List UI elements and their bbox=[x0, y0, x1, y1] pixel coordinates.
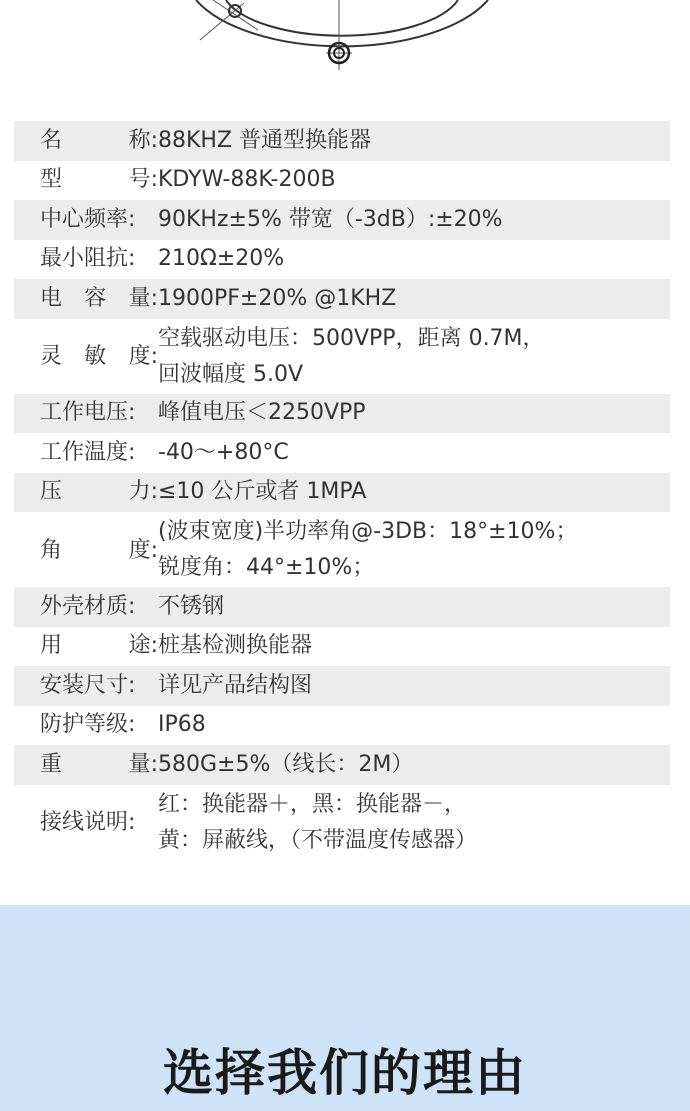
spec-value-line: 88KHZ 普通型换能器 bbox=[158, 127, 372, 153]
spec-label bbox=[40, 805, 158, 841]
spec-row bbox=[14, 627, 670, 667]
spec-label-part: 重 bbox=[40, 751, 63, 777]
spec-label bbox=[40, 668, 158, 704]
spec-label-part: 灵 bbox=[40, 344, 63, 369]
spec-value-line: KDYW-88K-200B bbox=[158, 167, 336, 193]
spec-value-line: 空载驱动电压：500VPP，距离 0.7M， bbox=[158, 325, 545, 351]
spec-label-part: 度: bbox=[128, 537, 158, 563]
spec-label bbox=[40, 474, 158, 510]
spec-label-part: 工作温度: bbox=[40, 439, 136, 465]
spec-label-part: 力: bbox=[128, 479, 158, 505]
spec-label-part: 外壳材质: bbox=[40, 593, 136, 619]
spec-row bbox=[14, 200, 670, 240]
spec-label bbox=[40, 281, 158, 317]
spec-value bbox=[158, 668, 670, 704]
spec-value bbox=[158, 202, 670, 238]
spec-value bbox=[158, 787, 670, 859]
spec-row bbox=[14, 121, 670, 161]
spec-row bbox=[14, 433, 670, 473]
spec-label-part: 电 bbox=[40, 285, 63, 311]
spec-label bbox=[40, 123, 158, 159]
spec-value-line: IP68 bbox=[158, 712, 206, 738]
spec-label bbox=[40, 707, 158, 743]
spec-value bbox=[158, 474, 670, 510]
spec-value-line: 210Ω±20% bbox=[158, 246, 285, 272]
spec-label-part: 途: bbox=[128, 633, 158, 659]
spec-value-line: ≤10 公斤或者 1MPA bbox=[158, 479, 367, 505]
spec-value bbox=[158, 395, 670, 431]
spec-label-part: 敏 bbox=[84, 344, 107, 369]
spec-row bbox=[14, 587, 670, 627]
spec-value bbox=[158, 321, 670, 393]
spec-label-part: 最小阻抗: bbox=[40, 246, 136, 272]
transducer-structure-drawing bbox=[0, 0, 690, 100]
spec-label-part: 容 bbox=[84, 285, 107, 311]
reasons-banner bbox=[0, 905, 690, 1111]
spec-row bbox=[14, 512, 670, 587]
spec-label-part: 名 bbox=[40, 127, 63, 153]
spec-label-part: 接线说明: bbox=[40, 810, 136, 835]
spec-value bbox=[158, 707, 670, 743]
spec-table bbox=[14, 121, 670, 860]
spec-label-part: 防护等级: bbox=[40, 712, 136, 738]
spec-value bbox=[158, 747, 670, 783]
spec-row bbox=[14, 706, 670, 746]
spec-value bbox=[158, 514, 670, 586]
spec-label bbox=[40, 589, 158, 625]
spec-value bbox=[158, 241, 670, 277]
spec-value bbox=[158, 435, 670, 471]
spec-value-line: (波束宽度)半功率角@-3DB：18°±10%； bbox=[158, 519, 578, 544]
spec-value-line: 回波幅度 5.0V bbox=[158, 361, 304, 387]
spec-value-line: 不锈钢 bbox=[158, 593, 225, 619]
spec-label bbox=[40, 339, 158, 375]
spec-value-line: 90KHz±5% 带宽（-3dB）:±20% bbox=[158, 206, 503, 232]
spec-row bbox=[14, 279, 670, 319]
spec-label-part: 用 bbox=[40, 633, 63, 659]
spec-label-part: 号: bbox=[128, 167, 158, 193]
spec-label-part: 称: bbox=[128, 127, 158, 153]
spec-label bbox=[40, 162, 158, 198]
spec-value-line: 详见产品结构图 bbox=[158, 672, 313, 698]
spec-value-line: 红：换能器＋，黑：换能器－， bbox=[158, 791, 467, 817]
spec-label bbox=[40, 202, 158, 238]
spec-label bbox=[40, 435, 158, 471]
spec-row bbox=[14, 319, 670, 394]
spec-value-line: 黄：屏蔽线，（不带温度传感器） bbox=[158, 827, 478, 853]
spec-value bbox=[158, 628, 670, 664]
spec-value bbox=[158, 589, 670, 625]
spec-label bbox=[40, 241, 158, 277]
spec-label-part: 度: bbox=[128, 344, 158, 369]
spec-label bbox=[40, 628, 158, 664]
spec-value-line: -40～+80°C bbox=[158, 439, 289, 465]
spec-row bbox=[14, 666, 670, 706]
spec-row bbox=[14, 240, 670, 280]
spec-label bbox=[40, 747, 158, 783]
spec-row bbox=[14, 394, 670, 434]
spec-row bbox=[14, 785, 670, 860]
spec-value bbox=[158, 162, 670, 198]
spec-value-line: 桩基检测换能器 bbox=[158, 633, 313, 659]
spec-label-part: 安装尺寸: bbox=[40, 672, 136, 698]
spec-value-line: 锐度角：44°±10%； bbox=[158, 555, 375, 580]
spec-value bbox=[158, 281, 670, 317]
spec-value-line: 峰值电压＜2250VPP bbox=[158, 400, 366, 426]
banner-title: 选择我们的理由 bbox=[163, 1044, 527, 1102]
spec-value-line: 580G±5%（线长：2M） bbox=[158, 751, 414, 777]
spec-value-line: 1900PF±20% @1KHZ bbox=[158, 285, 397, 311]
spec-label-part: 型 bbox=[40, 167, 63, 193]
spec-label bbox=[40, 395, 158, 431]
spec-row bbox=[14, 745, 670, 785]
spec-value bbox=[158, 123, 670, 159]
spec-label-part: 中心频率: bbox=[40, 206, 136, 232]
spec-label bbox=[40, 533, 158, 569]
spec-label-part: 量: bbox=[128, 285, 158, 311]
spec-row bbox=[14, 473, 670, 513]
spec-label-part: 量: bbox=[128, 751, 158, 777]
spec-row bbox=[14, 161, 670, 201]
spec-label-part: 工作电压: bbox=[40, 400, 136, 426]
spec-label-part: 角 bbox=[40, 537, 63, 563]
spec-label-part: 压 bbox=[40, 479, 63, 505]
